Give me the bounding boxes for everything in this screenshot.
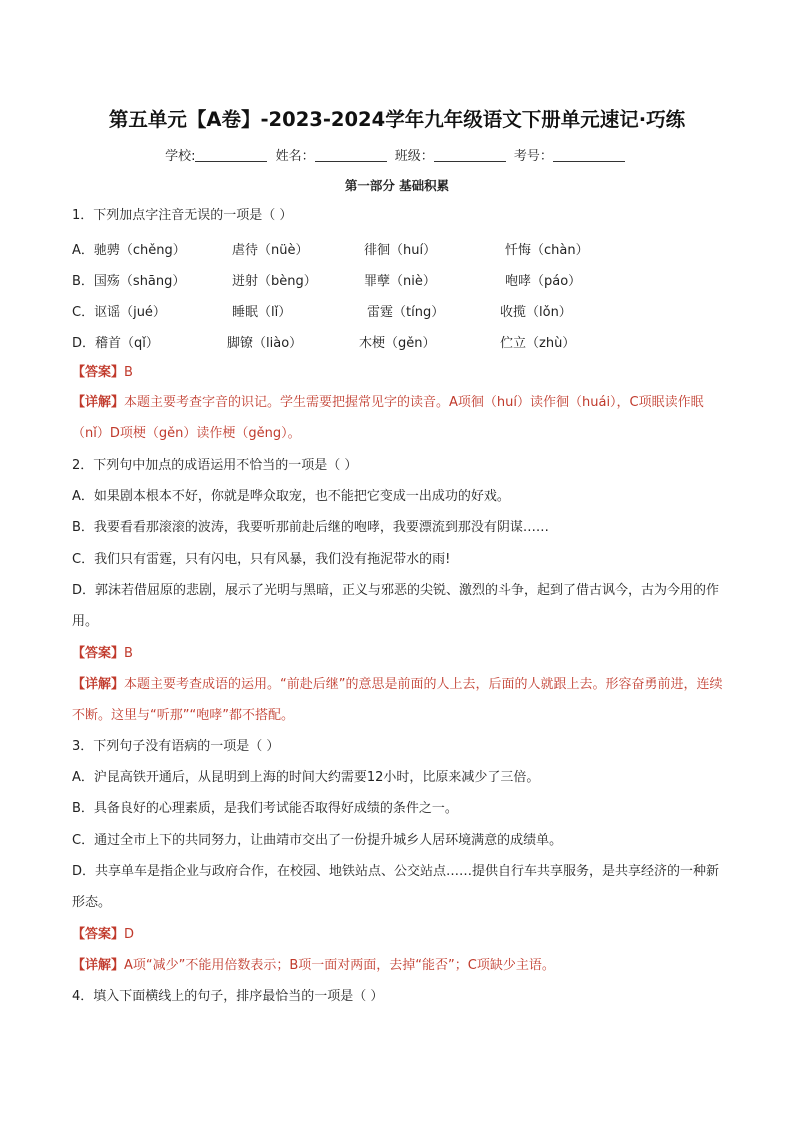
exam-no-blank[interactable] xyxy=(553,149,625,162)
q3-stem: 3．下列句子没有语病的一项是（ ） xyxy=(72,739,280,754)
q1-c-3: 雷霆（tíng） xyxy=(367,305,445,320)
class-label: 班级： xyxy=(394,149,434,164)
q3-detail xyxy=(72,957,555,975)
q3-option-d: D．共享单车是指企业与政府合作，在校园、地铁站点、公交站点……提供自行车共享服务，是共享经济的一种新形态。 xyxy=(72,864,720,910)
q3-detail-tag: 【详解】 xyxy=(72,958,125,973)
school-label: 学校: xyxy=(165,149,196,164)
q2-detail-text: 本题主要考查成语的运用。“前赴后继”的意思是前面的人上去，后面的人就跟上去。形容奋勇前进，连续不断。这里与“听那”“咆哮”都不搭配。 xyxy=(72,677,723,723)
q3-detail-text: A项“减少”不能用倍数表示；B项一面对两面，去掉“能否”；C项缺少主语。 xyxy=(124,958,555,973)
school-blank[interactable] xyxy=(195,149,267,162)
q2-option-d: D．郭沫若借屈原的悲剧，展示了光明与黑暗，正义与邪恶的尖锐、激烈的斗争，起到了借古讽今，古为今用的作用。 xyxy=(72,583,720,629)
q1-answer xyxy=(72,364,133,382)
q1-answer-value: B xyxy=(124,365,133,380)
name-label: 姓名： xyxy=(275,149,315,164)
q2-option-b: B．我要看看那滚滚的波涛，我要听那前赴后继的咆哮，我要漂流到那没有阴谋…… xyxy=(72,520,549,535)
q1-c-2: 睡眠（lǐ） xyxy=(232,305,292,320)
q2-answer-value: B xyxy=(124,646,133,661)
q2-option-c: C．我们只有雷霆，只有闪电，只有风暴，我们没有拖泥带水的雨! xyxy=(72,552,451,567)
exam-no-label: 考号： xyxy=(513,149,553,164)
q1-detail xyxy=(72,387,724,449)
q3-answer-tag: 【答案】 xyxy=(72,927,125,942)
q1-stem: 1．下列加点字注音无误的一项是（ ） xyxy=(72,208,293,223)
q3-answer xyxy=(72,926,134,944)
q1-d-4: 伫立（zhù） xyxy=(500,336,576,351)
student-info-line xyxy=(0,145,794,164)
q1-c-4: 收揽（lǒn） xyxy=(500,305,572,320)
name-blank[interactable] xyxy=(315,149,387,162)
q2-stem: 2．下列句中加点的成语运用不恰当的一项是（ ） xyxy=(72,458,358,473)
q1-detail-text: 本题主要考查字音的识记。学生需要把握常见字的读音。A项徊（huí）读作徊（huái），C项眠读作眠（nǐ）D项梗（gěn）读作梗（gěng）。 xyxy=(72,395,704,441)
q2-detail xyxy=(72,669,724,731)
q1-b-3: 罪孽（niè） xyxy=(364,274,436,289)
q1-b-1: B．国殇（shāng） xyxy=(72,274,186,289)
q2-answer xyxy=(72,645,133,663)
q3-answer-value: D xyxy=(124,927,135,942)
q1-a-2: 虐待（nüè） xyxy=(232,243,309,258)
q1-b-2: 迸射（bèng） xyxy=(232,274,317,289)
q1-d-3: 木梗（gěn） xyxy=(359,336,436,351)
part-title: 第一部分 基础积累 xyxy=(344,178,450,193)
q2-option-a: A．如果剧本根本不好，你就是哗众取宠，也不能把它变成一出成功的好戏。 xyxy=(72,489,510,504)
q1-d-2: 脚镣（liào） xyxy=(227,336,303,351)
q3-option-b: B．具备良好的心理素质，是我们考试能否取得好成绩的条件之一。 xyxy=(72,801,458,816)
document-title: 第五单元【A卷】-2023-2024学年九年级语文下册单元速记·巧练 xyxy=(108,108,686,131)
q1-b-4: 咆哮（páo） xyxy=(505,274,582,289)
q2-detail-tag: 【详解】 xyxy=(72,677,125,692)
class-blank[interactable] xyxy=(434,149,506,162)
q1-a-3: 徘徊（huí） xyxy=(364,243,437,258)
q1-a-4: 忏悔（chàn） xyxy=(505,243,589,258)
q1-answer-tag: 【答案】 xyxy=(72,365,125,380)
q1-d-1: D．稽首（qǐ） xyxy=(72,336,159,351)
q3-option-a: A．沪昆高铁开通后，从昆明到上海的时间大约需要12小时，比原来减少了三倍。 xyxy=(72,770,540,785)
q2-answer-tag: 【答案】 xyxy=(72,646,125,661)
q1-c-1: C．讴谣（jué） xyxy=(72,305,166,320)
q1-detail-tag: 【详解】 xyxy=(72,395,125,410)
q3-option-c: C．通过全市上下的共同努力，让曲靖市交出了一份提升城乡人居环境满意的成绩单。 xyxy=(72,833,563,848)
q1-a-1: A．驰骋（chěng） xyxy=(72,243,186,258)
q4-stem: 4．填入下面横线上的句子，排序最恰当的一项是（ ） xyxy=(72,989,384,1004)
